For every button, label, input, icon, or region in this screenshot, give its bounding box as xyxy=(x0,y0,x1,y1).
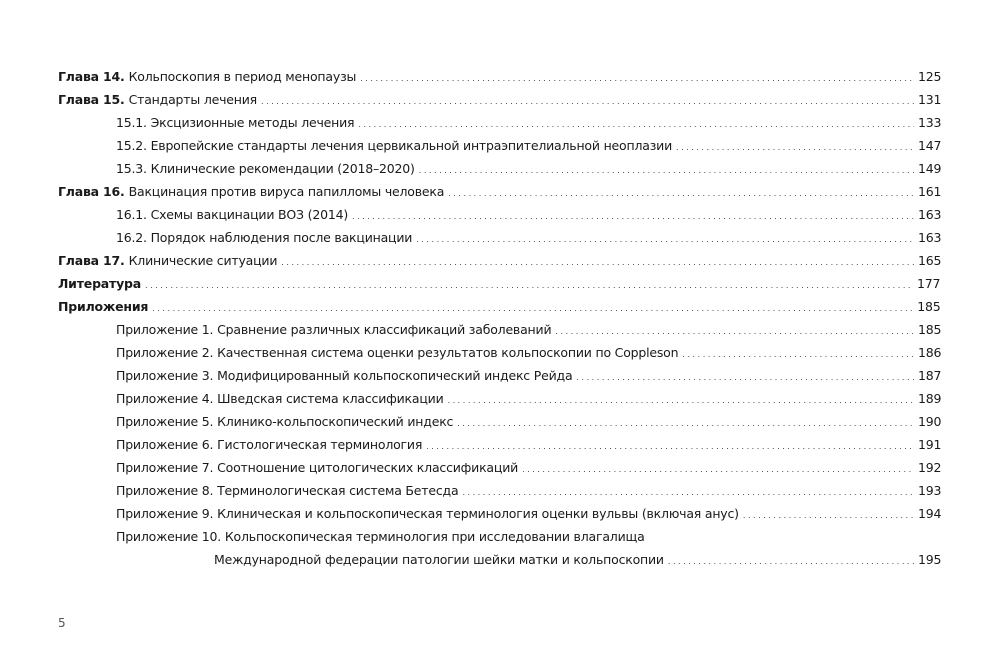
entry-page: 133 xyxy=(918,115,942,130)
toc-entry[interactable] xyxy=(58,180,942,203)
entry-title: Приложение 1. Сравнение различных классификаций заболеваний xyxy=(116,322,552,337)
toc-entry[interactable] xyxy=(58,203,942,226)
entry-page: 185 xyxy=(917,299,941,314)
toc-entry[interactable] xyxy=(58,387,942,410)
entry-title: Приложение 2. Качественная система оценки результатов кольпоскопии по Coppleson xyxy=(116,345,679,360)
toc-entry[interactable] xyxy=(58,502,942,525)
dot-leader xyxy=(743,502,914,527)
toc-entry[interactable] xyxy=(58,134,942,157)
entry-page: 177 xyxy=(917,276,941,291)
page-number: 5 xyxy=(58,616,66,630)
chapter-number: Глава 15. xyxy=(58,92,125,107)
dot-leader xyxy=(676,134,914,159)
dot-leader xyxy=(419,157,914,182)
dot-leader xyxy=(426,433,914,458)
toc-entry[interactable] xyxy=(58,111,942,134)
entry-page: 149 xyxy=(918,161,942,176)
entry-page: 125 xyxy=(918,69,942,84)
entry-title: Кольпоскопия в период менопаузы xyxy=(128,69,357,84)
entry-title: 16.1. Схемы вакцинации ВОЗ (2014) xyxy=(116,207,349,222)
dot-leader xyxy=(145,272,913,297)
toc-entry[interactable] xyxy=(58,479,942,502)
entry-title: Приложение 3. Модифицированный кольпоскопический индекс Рейда xyxy=(116,368,573,383)
dot-leader xyxy=(668,548,914,573)
dot-leader xyxy=(576,364,914,389)
chapter-number: Глава 16. xyxy=(58,184,125,199)
dot-leader xyxy=(555,318,914,343)
entry-title: Приложение 5. Клинико-кольпоскопический индекс xyxy=(116,414,454,429)
entry-page: 189 xyxy=(918,391,942,406)
entry-page: 163 xyxy=(918,230,942,245)
toc-entry[interactable] xyxy=(58,341,942,364)
dot-leader xyxy=(462,479,914,504)
toc-entry[interactable] xyxy=(58,318,942,341)
dot-leader xyxy=(358,111,914,136)
dot-leader xyxy=(682,341,914,366)
entry-page: 185 xyxy=(918,322,942,337)
toc-entry[interactable] xyxy=(58,295,941,318)
entry-title: 16.2. Порядок наблюдения после вакцинации xyxy=(116,230,413,245)
entry-title-line1: Приложение 10. Кольпоскопическая терминология при исследовании влагалища xyxy=(116,529,645,544)
chapter-number: Глава 17. xyxy=(58,253,125,268)
entry-title: Приложение 8. Терминологическая система Бетесда xyxy=(116,483,459,498)
entry-title-line2: Международной федерации патологии шейки матки и кольпоскопии xyxy=(214,552,664,567)
chapter-number: Глава 14. xyxy=(58,69,125,84)
toc-entry[interactable] xyxy=(58,88,942,111)
entry-page: 187 xyxy=(918,368,942,383)
dot-leader xyxy=(448,180,914,205)
dot-leader xyxy=(281,249,914,274)
toc-entry[interactable] xyxy=(58,410,942,433)
toc-entry[interactable] xyxy=(58,65,942,88)
entry-title: Литература xyxy=(58,276,142,291)
entry-title: 15.1. Эксцизионные методы лечения xyxy=(116,115,355,130)
toc-entry[interactable] xyxy=(58,433,942,456)
toc-entry[interactable] xyxy=(58,456,942,479)
entry-page: 186 xyxy=(918,345,942,360)
entry-title: Приложение 4. Шведская система классификации xyxy=(116,391,444,406)
dot-leader xyxy=(152,295,913,320)
toc-entry[interactable] xyxy=(58,249,942,272)
dot-leader xyxy=(352,203,914,228)
entry-page: 190 xyxy=(918,414,942,429)
entry-page: 165 xyxy=(918,253,942,268)
entry-title: Приложения xyxy=(58,299,149,314)
entry-title: 15.3. Клинические рекомендации (2018–2020) xyxy=(116,161,415,176)
dot-leader xyxy=(522,456,914,481)
toc-entry[interactable] xyxy=(58,272,941,295)
entry-title: Приложение 7. Соотношение цитологических классификаций xyxy=(116,460,519,475)
table-of-contents xyxy=(58,65,942,571)
toc-entry[interactable] xyxy=(58,364,942,387)
entry-title: Вакцинация против вируса папилломы человека xyxy=(128,184,445,199)
toc-entry[interactable] xyxy=(58,226,942,249)
dot-leader xyxy=(416,226,914,251)
entry-title: Приложение 6. Гистологическая терминология xyxy=(116,437,423,452)
dot-leader xyxy=(448,387,915,412)
entry-title: Приложение 9. Клиническая и кольпоскопическая терминология оценки вульвы (включая анус) xyxy=(116,506,739,521)
toc-entry-multiline[interactable] xyxy=(0,525,942,571)
entry-page: 131 xyxy=(918,92,942,107)
toc-entry[interactable] xyxy=(58,157,942,180)
entry-page: 147 xyxy=(918,138,942,153)
entry-page: 191 xyxy=(918,437,942,452)
dot-leader xyxy=(457,410,914,435)
entry-page: 192 xyxy=(918,460,942,475)
entry-title: 15.2. Европейские стандарты лечения цервикальной интраэпителиальной неоплазии xyxy=(116,138,672,153)
dot-leader xyxy=(360,65,914,90)
entry-title: Клинические ситуации xyxy=(128,253,278,268)
entry-page: 163 xyxy=(918,207,942,222)
entry-page: 193 xyxy=(918,483,942,498)
entry-page: 161 xyxy=(918,184,942,199)
entry-title: Стандарты лечения xyxy=(128,92,257,107)
entry-page: 194 xyxy=(918,506,942,521)
dot-leader xyxy=(261,88,914,113)
entry-title-line2-row xyxy=(116,548,942,571)
entry-page: 195 xyxy=(918,552,942,567)
